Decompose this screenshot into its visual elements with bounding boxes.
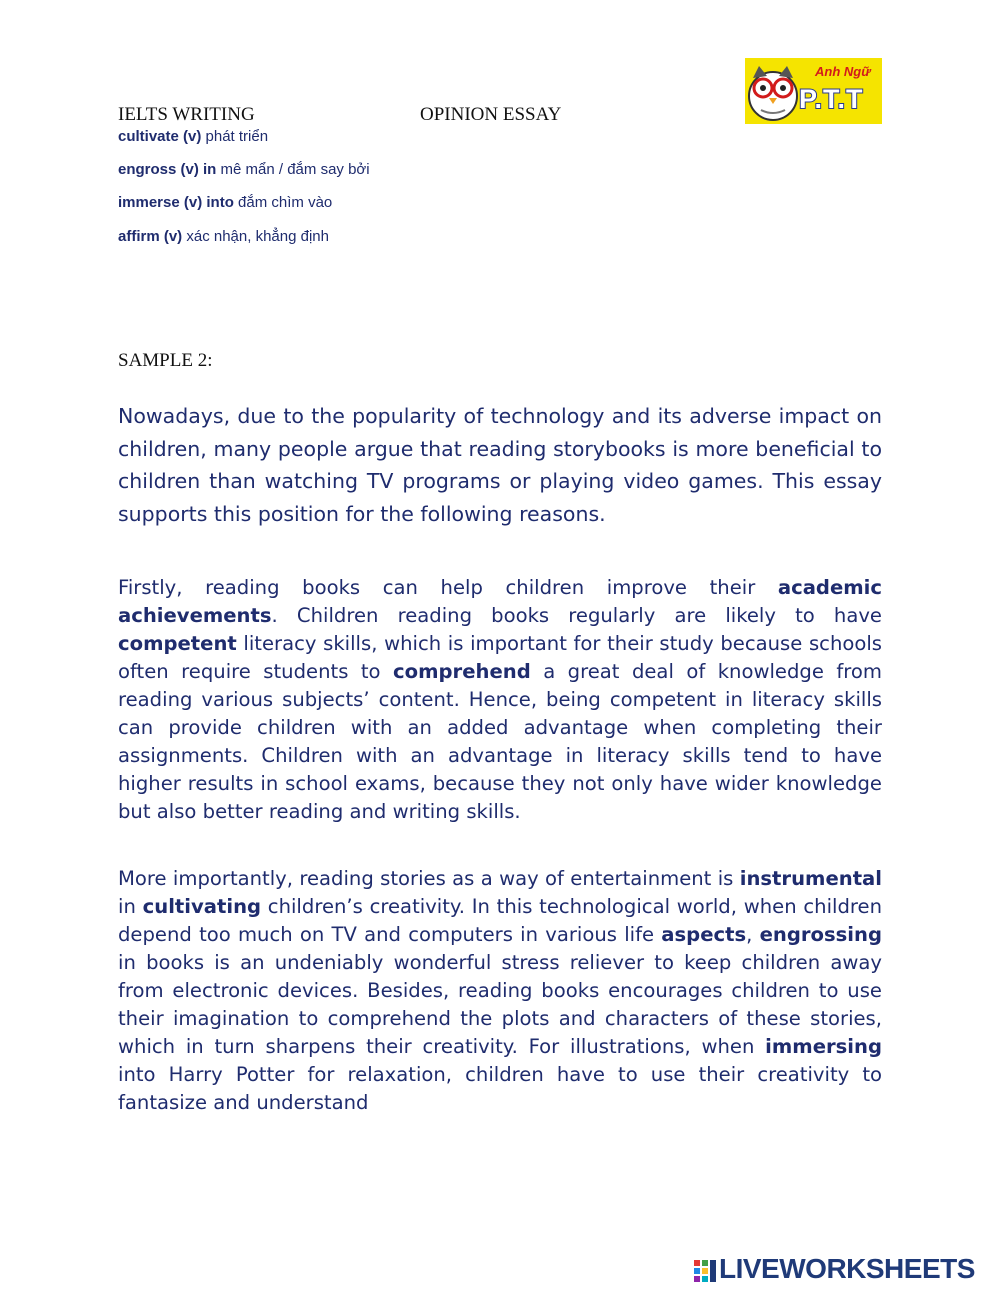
vocab-meaning: đắm chìm vào: [238, 194, 333, 211]
keyword-highlight: academic achievements: [118, 576, 882, 627]
text-run: Firstly, reading books can help children improve their: [118, 576, 778, 599]
vocab-item: [118, 194, 332, 211]
keyword-highlight: instrumental: [739, 867, 882, 890]
vocab-item: [118, 228, 329, 245]
keyword-highlight: competent: [118, 632, 237, 655]
keyword-highlight: comprehend: [393, 660, 531, 683]
vocab-meaning: mê mẩn / đắm say bởi: [220, 161, 370, 178]
text-run: More importantly, reading stories as a way of entertainment is: [118, 867, 740, 890]
vocab-meaning: xác nhận, khẳng định: [186, 228, 329, 245]
header-essay-type: OPINION ESSAY: [420, 104, 562, 125]
keyword-highlight: cultivating: [142, 895, 262, 918]
text-run: . Children reading books regularly are likely to have: [271, 604, 882, 627]
text-run: a great deal of knowledge from reading various subjects’ content. Hence, being competent in literacy skills can provide children with an added advantage when completing their assignments. Children with an advantage in literacy skills tend to have higher results in school exams, because they not only have wider knowledge but also better reading and writing skills.: [118, 660, 882, 823]
vocab-item: [118, 128, 268, 145]
vocab-item: [118, 161, 370, 178]
essay-introduction: Nowadays, due to the popularity of technology and its adverse impact on children, many people argue that reading storybooks is more beneficial to children than watching TV programs or playing video games. This essay supports this position for the following reasons.: [118, 404, 882, 526]
brand-logo: [745, 58, 882, 124]
text-run: into Harry Potter for relaxation, children have to use their creativity to fantasize and understand: [118, 1063, 882, 1114]
sample-label: SAMPLE 2:: [118, 350, 213, 371]
essay-body-paragraph-2: [118, 865, 882, 1117]
keyword-highlight: engrossing: [759, 923, 882, 946]
vocab-term: cultivate (v): [118, 128, 202, 145]
liveworksheets-brand: LIVEWORKSHEETS: [719, 1253, 975, 1284]
text-run: in books is an undeniably wonderful stress reliever to keep children away from electronic devices. Besides, reading books encourages children to use their imagination to comprehend the plots and characters of these stories, which in turn sharpens their creativity. For illustrations, when: [118, 951, 882, 1058]
text-run: children’s creativity. In this technological world, when children depend too much on TV and computers in various life: [118, 895, 882, 946]
logo-subtitle: Anh Ngữ: [815, 64, 871, 79]
header-title: IELTS WRITING: [118, 104, 255, 125]
text-run: in: [118, 895, 143, 918]
keyword-highlight: aspects: [661, 923, 747, 946]
vocab-term: immerse (v) into: [118, 194, 234, 211]
liveworksheets-logo-icon: [693, 1259, 717, 1283]
vocab-term: affirm (v): [118, 228, 183, 245]
vocab-meaning: phát triển: [205, 128, 269, 145]
vocab-term: engross (v) in: [118, 161, 217, 178]
logo-title: P.T.T: [799, 84, 864, 114]
essay-body-paragraph-1: [118, 574, 882, 826]
text-run: ,: [746, 923, 760, 946]
owl-icon: [745, 58, 805, 124]
keyword-highlight: immersing: [765, 1035, 882, 1058]
text-run: literacy skills, which is important for their study because schools often require students to: [118, 632, 882, 683]
